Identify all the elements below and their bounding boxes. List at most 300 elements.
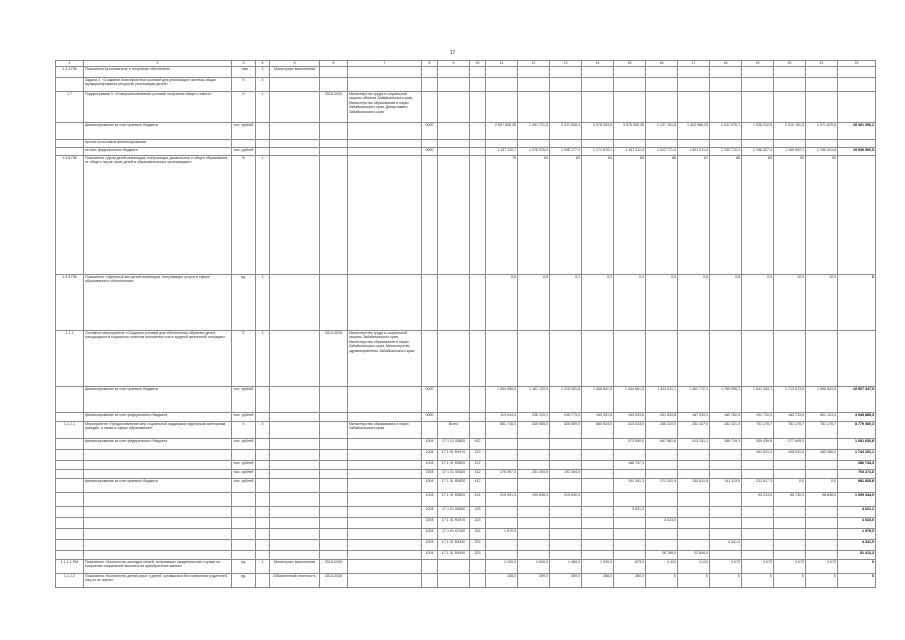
row-name: Показатель «Удельный вес детей-инвалидов, получающих услуги в сфере образования и обеспечения» (84, 275, 232, 331)
year-value-cell (518, 67, 550, 78)
kbk-cell (438, 331, 470, 387)
header-cell: 12 (518, 61, 550, 67)
row-number (56, 413, 84, 422)
year-value-cell: 9,9 (742, 275, 774, 331)
kvr-cell: 313 (470, 450, 486, 461)
kbk-cell (438, 275, 470, 331)
year-value-cell: 266 310,0 (646, 422, 678, 439)
row-number: 1.1.1.1 (56, 422, 84, 439)
year-value-cell: 2 011 508,4 (550, 123, 582, 140)
year-value-cell: 22 644,0 (678, 551, 710, 560)
responsible-cell (270, 413, 320, 422)
kvr-cell (470, 140, 486, 148)
year-value-cell: 191 715,3 (742, 413, 774, 422)
year-value-cell (518, 551, 550, 560)
year-value-cell (518, 92, 550, 123)
year-value-cell (742, 529, 774, 540)
year-value-cell: 4 433 (646, 560, 678, 574)
year-value-cell: 9,3 (582, 275, 614, 331)
row-name (84, 540, 232, 551)
value-cell (256, 529, 270, 540)
year-value-cell: 1 356 847,6 (582, 387, 614, 413)
kvr-cell (470, 560, 486, 574)
year-value-cell: 1 171 878,1 (582, 148, 614, 156)
year-value-cell (518, 518, 550, 529)
header-cell: 6 (320, 61, 348, 67)
year-value-cell (614, 92, 646, 123)
year-value-cell (614, 518, 646, 529)
row-number (56, 78, 84, 92)
year-value-cell: 171 201,9 (646, 479, 678, 493)
row-name: финансирование за счет краевого бюджета (84, 479, 232, 493)
code-cell (422, 67, 438, 78)
header-cell: 19 (742, 61, 774, 67)
executor-cell (348, 156, 422, 275)
responsible-cell (270, 551, 320, 560)
year-value-cell (806, 551, 838, 560)
code-cell: 1004 (422, 551, 438, 560)
year-value-cell: 185 719,3 (710, 439, 742, 450)
total-cell (838, 92, 876, 123)
year-value-cell (582, 470, 614, 479)
year-value-cell: 9,8 (710, 275, 742, 331)
total-cell: 1 579,0 (838, 529, 876, 540)
year-value-cell (742, 551, 774, 560)
year-value-cell: 75 (486, 156, 518, 275)
year-value-cell: 8,8 (518, 275, 550, 331)
row-name: финансирование за счет федерального бюджета (84, 439, 232, 450)
year-value-cell: 601 124,4 (806, 413, 838, 422)
unit-cell (232, 518, 256, 529)
year-value-cell: 309 439,8 (742, 439, 774, 450)
total-cell: 15 907 347,9 (838, 387, 876, 413)
kbk-cell (438, 387, 470, 413)
row-number: 1.1.1.2 (56, 574, 84, 588)
period-cell (320, 413, 348, 422)
executor-cell (348, 518, 422, 529)
year-value-cell (774, 140, 806, 148)
header-cell: 3 (232, 61, 256, 67)
unit-cell: тыс. рублей (232, 148, 256, 156)
year-value-cell: 28 769,0 (646, 551, 678, 560)
year-value-cell: 1 402 966,20 (678, 123, 710, 140)
row-name (84, 507, 232, 518)
header-cell: 13 (550, 61, 582, 67)
executor-cell (348, 529, 422, 540)
kbk-cell (438, 156, 470, 275)
year-value-cell (582, 450, 614, 461)
year-value-cell: 647 961,6 (646, 439, 678, 450)
year-value-cell (486, 461, 518, 470)
year-value-cell (486, 518, 518, 529)
value-cell (256, 439, 270, 450)
executor-cell (348, 123, 422, 140)
row-name: Показатель «Количество детей-сирот и детей, оставшихся без попечения родителей, лиц из их числа» (84, 574, 232, 588)
year-value-cell: 85 (614, 156, 646, 275)
year-value-cell: Х (806, 574, 838, 588)
code-cell: 1004 (422, 470, 438, 479)
year-value-cell: 413 151,1 (678, 439, 710, 450)
year-value-cell: 1 966 833,8 (806, 387, 838, 413)
year-value-cell: 9,6 (678, 275, 710, 331)
value-cell: 1 (256, 92, 270, 123)
year-value-cell: 90 (774, 156, 806, 275)
table-row (56, 439, 876, 450)
kvr-cell (470, 156, 486, 275)
kbk-cell (438, 148, 470, 156)
code-cell: 1004 (422, 507, 438, 518)
period-cell (320, 493, 348, 507)
period-cell (320, 123, 348, 140)
year-value-cell (774, 518, 806, 529)
kvr-cell: 412 (470, 461, 486, 470)
code-cell: 0000 (422, 413, 438, 422)
row-number: 1.1.1.1.ПМ (56, 560, 84, 574)
year-value-cell (550, 479, 582, 493)
year-value-cell: 1 461 772,1 (678, 387, 710, 413)
year-value-cell (486, 67, 518, 78)
year-value-cell (806, 518, 838, 529)
kbk-cell (438, 140, 470, 148)
code-cell (422, 560, 438, 574)
responsible-cell (270, 387, 320, 413)
year-value-cell: 85 735,3 (774, 493, 806, 507)
responsible-cell (270, 479, 320, 493)
page-number: 17 (449, 50, 456, 56)
year-value-cell: 1 161 129,9 (518, 387, 550, 413)
year-value-cell (518, 331, 550, 387)
header-cell: 21 (806, 61, 838, 67)
period-cell (320, 479, 348, 493)
year-value-cell (710, 450, 742, 461)
year-value-cell: 277 949,0 (774, 439, 806, 450)
year-value-cell: Х (774, 574, 806, 588)
year-value-cell: 4 023,0 (646, 518, 678, 529)
row-name (84, 450, 232, 461)
year-value-cell (518, 140, 550, 148)
year-value-cell: 4 073 (742, 560, 774, 574)
year-value-cell (486, 551, 518, 560)
table-row (56, 470, 876, 479)
row-number (56, 387, 84, 413)
year-value-cell: 1 641 443,1 (742, 387, 774, 413)
year-value-cell (582, 92, 614, 123)
year-value-cell (486, 331, 518, 387)
unit-cell (232, 493, 256, 507)
year-value-cell (550, 78, 582, 92)
total-cell: 4 945 885,3 (838, 413, 876, 422)
responsible-cell (270, 439, 320, 450)
period-cell (320, 470, 348, 479)
year-value-cell (486, 78, 518, 92)
year-value-cell: 246 773,2 (550, 413, 582, 422)
responsible-cell (270, 422, 320, 439)
total-cell: 8 779 360,3 (838, 422, 876, 439)
year-value-cell (646, 92, 678, 123)
period-cell (320, 148, 348, 156)
kvr-cell: 412 (470, 479, 486, 493)
year-value-cell (646, 331, 678, 387)
table-row (56, 493, 876, 507)
code-cell: 1004 (422, 529, 438, 540)
year-value-cell: 4 073 (774, 560, 806, 574)
header-cell: 11 (486, 61, 518, 67)
year-value-cell (646, 507, 678, 518)
responsible-cell (270, 123, 320, 140)
year-value-cell (774, 78, 806, 92)
year-value-cell: 90 (806, 156, 838, 275)
code-cell: 1004 (422, 461, 438, 470)
code-cell (422, 78, 438, 92)
kvr-cell (470, 92, 486, 123)
responsible-cell (270, 507, 320, 518)
year-value-cell (742, 92, 774, 123)
year-value-cell: 4 133 (678, 560, 710, 574)
value-cell (256, 493, 270, 507)
year-value-cell (646, 67, 678, 78)
year-value-cell (614, 551, 646, 560)
executor-cell (348, 413, 422, 422)
period-cell (320, 275, 348, 331)
year-value-cell (710, 493, 742, 507)
value-cell: Х (256, 78, 270, 92)
total-cell: 1 744 191,1 (838, 450, 876, 461)
year-value-cell: 366,0 (582, 574, 614, 588)
responsible-cell (270, 518, 320, 529)
kvr-cell (470, 422, 486, 439)
unit-cell: Х (232, 422, 256, 439)
year-value-cell (550, 331, 582, 387)
year-value-cell: 1 076 976,0 (518, 148, 550, 156)
year-value-cell (518, 450, 550, 461)
budget-table (55, 60, 876, 588)
year-value-cell: 680 534,0 (582, 422, 614, 439)
header-cell: 7 (348, 61, 422, 67)
year-value-cell (806, 529, 838, 540)
table-row (56, 540, 876, 551)
total-cell: 703 274,6 (838, 470, 876, 479)
executor-cell (348, 67, 422, 78)
period-cell (320, 507, 348, 518)
value-cell: Х (256, 422, 270, 439)
row-name: Показатель «Количество молодых семей, получивших свидетельства о праве на получение социальной выплаты на приобретение жилья» (84, 560, 232, 574)
kvr-cell (470, 67, 486, 78)
year-value-cell: 1 512 771,0 (646, 148, 678, 156)
responsible-cell (270, 450, 320, 461)
year-value-cell (614, 78, 646, 92)
year-value-cell (582, 439, 614, 450)
row-name (84, 493, 232, 507)
year-value-cell: 192 364,0 (550, 470, 582, 479)
year-value-cell: 98 698,5 (806, 493, 838, 507)
code-cell (422, 331, 438, 387)
year-value-cell: 528 559,0 (550, 422, 582, 439)
period-cell: 2014-2026 (320, 574, 348, 588)
responsible-cell (270, 148, 320, 156)
row-name: Показатель «Доля детей-инвалидов, получающих дошкольное и общее образование, от общего числа таких детей в образовательных организациях» (84, 156, 232, 275)
year-value-cell (646, 450, 678, 461)
kbk-cell: 17 1 01 R0820 (438, 479, 470, 493)
year-value-cell (774, 331, 806, 387)
row-number: 1.4.4.ПМ (56, 67, 84, 78)
value-cell (256, 518, 270, 529)
total-cell: Х (838, 275, 876, 331)
header-cell: 15 (614, 61, 646, 67)
year-value-cell (742, 540, 774, 551)
year-value-cell (742, 461, 774, 470)
row-number (56, 450, 84, 461)
row-number (56, 529, 84, 540)
year-value-cell: 238 129,1 (518, 413, 550, 422)
year-value-cell (550, 507, 582, 518)
year-value-cell: Х (678, 574, 710, 588)
executor-cell (348, 439, 422, 450)
year-value-cell (646, 540, 678, 551)
value-cell (256, 507, 270, 518)
year-value-cell: 1 601 911,2 (678, 148, 710, 156)
year-value-cell (518, 529, 550, 540)
year-value-cell (806, 439, 838, 450)
year-value-cell (678, 493, 710, 507)
year-value-cell: 84 (582, 156, 614, 275)
period-cell (320, 78, 348, 92)
period-cell (320, 156, 348, 275)
year-value-cell (582, 540, 614, 551)
table-row (56, 67, 876, 78)
year-value-cell (518, 439, 550, 450)
code-cell: 1004 (422, 518, 438, 529)
code-cell (422, 574, 438, 588)
period-cell (320, 461, 348, 470)
code-cell (422, 156, 438, 275)
unit-cell: % (232, 156, 256, 275)
year-value-cell: 1 713 673,6 (774, 387, 806, 413)
unit-cell: ед. (232, 574, 256, 588)
year-value-cell: 1 167 411,4 (614, 148, 646, 156)
value-cell (256, 470, 270, 479)
table-row (56, 518, 876, 529)
year-value-cell: 1 296 177,2 (550, 148, 582, 156)
unit-cell: Х (232, 331, 256, 387)
year-value-cell (614, 450, 646, 461)
year-value-cell (678, 67, 710, 78)
year-value-cell (646, 493, 678, 507)
year-value-cell (710, 518, 742, 529)
code-cell: 1004 (422, 439, 438, 450)
year-value-cell: 141 113,5 (710, 479, 742, 493)
executor-cell: Министерство труда и социальной защиты Забайкальского края, Министерство образования и науки Забайкальского края, Министерство здравоохранения Забайкальского края (348, 331, 422, 387)
year-value-cell (518, 78, 550, 92)
year-value-cell: Х (646, 574, 678, 588)
year-value-cell: 651 718,3 (486, 422, 518, 439)
code-cell: 1004 (422, 540, 438, 551)
kvr-cell: 323 (470, 507, 486, 518)
row-number (56, 518, 84, 529)
year-value-cell (678, 470, 710, 479)
row-name: Задача 3. «Создание благоприятных условий для реализации системы общих функционирования ресурсов, реализации детей» (84, 78, 232, 92)
year-value-cell (710, 470, 742, 479)
year-value-cell: 215 690,0 (550, 493, 582, 507)
unit-cell (232, 507, 256, 518)
unit-cell: ед. (232, 560, 256, 574)
year-value-cell (550, 92, 582, 123)
year-value-cell (710, 551, 742, 560)
period-cell: 2015-2026 (320, 560, 348, 574)
table-row (56, 148, 876, 156)
year-value-cell (646, 529, 678, 540)
total-cell: 19 930 506,5 (838, 148, 876, 156)
kbk-cell (438, 560, 470, 574)
kbk-cell: 17 1 01 67430 (438, 529, 470, 540)
code-cell: 0000 (422, 387, 438, 413)
total-cell: 1 081 630,8 (838, 439, 876, 450)
table-row (56, 413, 876, 422)
row-number (56, 470, 84, 479)
header-cell: 17 (678, 61, 710, 67)
table-row (56, 529, 876, 540)
total-cell: 1 009 344,9 (838, 493, 876, 507)
kvr-cell (470, 148, 486, 156)
year-value-cell: 183 733,4 (774, 413, 806, 422)
year-value-cell (678, 461, 710, 470)
total-cell: 25 491 096,2 (838, 123, 876, 140)
unit-cell (232, 551, 256, 560)
row-name: Подпрограмма 3. «Совершенствование условий получения общего нового» (84, 92, 232, 123)
year-value-cell: Х (742, 574, 774, 588)
year-value-cell (550, 461, 582, 470)
year-value-cell: 251 427,0 (678, 422, 710, 439)
year-value-cell: 0,0 (774, 479, 806, 493)
year-value-cell (678, 140, 710, 148)
period-cell (320, 551, 348, 560)
year-value-cell (614, 540, 646, 551)
executor-cell (348, 140, 422, 148)
year-value-cell (582, 518, 614, 529)
code-cell: 1004 (422, 479, 438, 493)
year-value-cell (806, 507, 838, 518)
header-cell: 4 (256, 61, 270, 67)
year-value-cell (806, 78, 838, 92)
value-cell (256, 540, 270, 551)
kvr-cell: 321 (470, 529, 486, 540)
year-value-cell (614, 331, 646, 387)
value-cell: 1 (256, 156, 270, 275)
year-value-cell (774, 461, 806, 470)
code-cell: 0000 (422, 123, 438, 140)
executor-cell (348, 574, 422, 588)
year-value-cell (742, 518, 774, 529)
header-cell: 10 (470, 61, 486, 67)
executor-cell (348, 470, 422, 479)
table-row (56, 422, 876, 439)
year-value-cell: 1 760 096,2 (710, 387, 742, 413)
value-cell (256, 413, 270, 422)
kbk-cell: 17 1 01 R4970 (438, 518, 470, 529)
executor-cell (348, 551, 422, 560)
unit-cell: тыс. рублей (232, 439, 256, 450)
value-cell (256, 461, 270, 470)
year-value-cell: 1 579,0 (486, 529, 518, 540)
total-cell: 4 023,0 (838, 518, 876, 529)
year-value-cell (742, 470, 774, 479)
year-value-cell: 10,0 (774, 275, 806, 331)
header-cell: 22 (838, 61, 876, 67)
year-value-cell: 1 930,0 (582, 560, 614, 574)
row-name (84, 461, 232, 470)
year-value-cell: 3 621,2 (614, 507, 646, 518)
period-cell: 2014-2026 (320, 331, 348, 387)
year-value-cell (678, 529, 710, 540)
